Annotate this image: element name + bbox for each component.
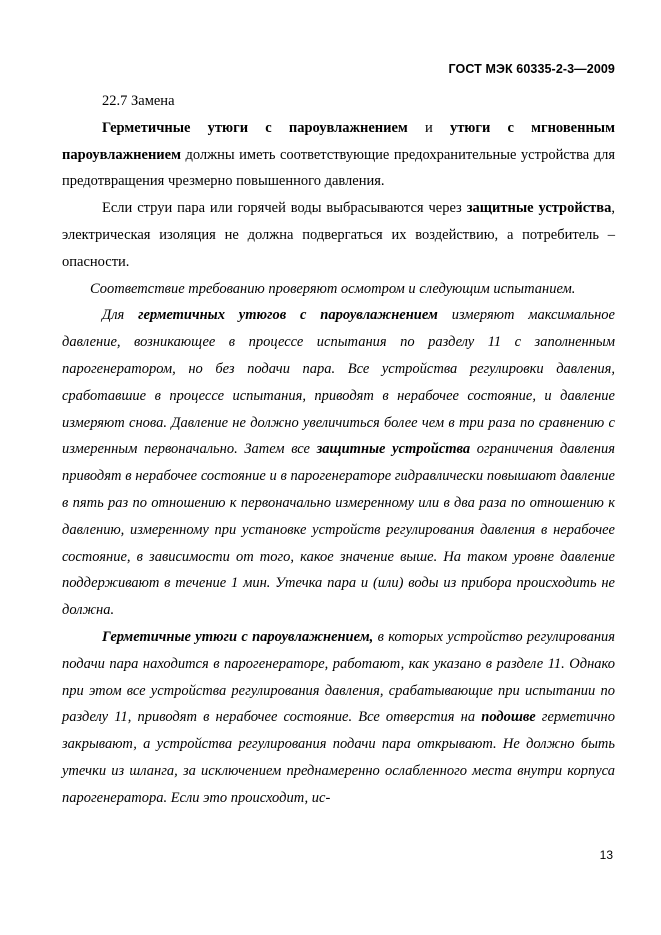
- term-soleplate: подошве: [481, 709, 536, 726]
- term-hermetic-irons-test: герметичных утюгов с пароувлажнением: [138, 307, 438, 324]
- term-hermetic-irons: Герметичные утюги с пароувлажнением: [102, 119, 408, 136]
- paragraph-2: Если струи пара или горячей воды выбрасываются через защитные устройства, электрическая изоляция не должна подвергаться их воздействию, а потребитель – опасности.: [62, 200, 615, 270]
- page-number: 13: [599, 848, 613, 862]
- document-id-header: ГОСТ МЭК 60335-2-3—2009: [448, 62, 615, 76]
- document-body: [62, 88, 615, 812]
- section-heading: 22.7 Замена: [102, 93, 175, 109]
- paragraph-test-2: Герметичные утюги с пароувлажнением, в которых устройство регулирования подачи пара находится в парогенераторе, работают, как указано в разделе 11. Однако при этом все устройства регулирования давления, срабатывающие при испытании по разделу 11, приводят в нерабочее состояние. Все отверстия на подошве герметично закрывают, а устройства регулирования подачи пара открывают. Не должно быть утечки из шланга, за исключением преднамеренно ослабленного места внутри корпуса парогенератора. Если это происходит, ис-: [62, 628, 616, 806]
- term-hermetic-irons-test-2: Герметичные утюги с пароувлажнением,: [102, 628, 374, 645]
- term-protective-devices-test: защитные устройства: [316, 441, 471, 458]
- term-instant-steam-irons: утюги с мгновенным пароувлажнением: [62, 119, 615, 163]
- paragraph-test-1: Для герметичных утюгов с пароувлажнением измеряют максимальное давление, возникающее в процессе испытания по разделу 11 с заполненным парогенератором, но без подачи пара. Все устройства регулировки давления, сработавшие в процессе испытания, приводят в нерабочее состояние, и давление измеряют снова. Давление не должно увеличиться более чем в три раза по сравнению с измеренным первоначально. Затем все защитные устройства ограничения давления приводят в нерабочее состояние и в парогенераторе гидравлически повышают давление в пять раз по отношению к первоначально измеренному или в два раза по отношению к давлению, измеренному при установке устройств регулирования давления в нерабочее состояние, в зависимости от того, какое значение выше. На таком уровне давление поддерживают в течение 1 мин. Утечка пара и (или) воды из прибора происходить не должна.: [62, 307, 615, 619]
- compliance-statement: Соответствие требованию проверяют осмотром и следующим испытанием.: [90, 280, 576, 297]
- term-protective-devices: защитные устройства: [466, 200, 612, 217]
- paragraph-1: Герметичные утюги с пароувлажнением и утюги с мгновенным пароувлажнением должны иметь соответствующие предохранительные устройства для предотвращения чрезмерно повышенного давления.: [62, 119, 615, 190]
